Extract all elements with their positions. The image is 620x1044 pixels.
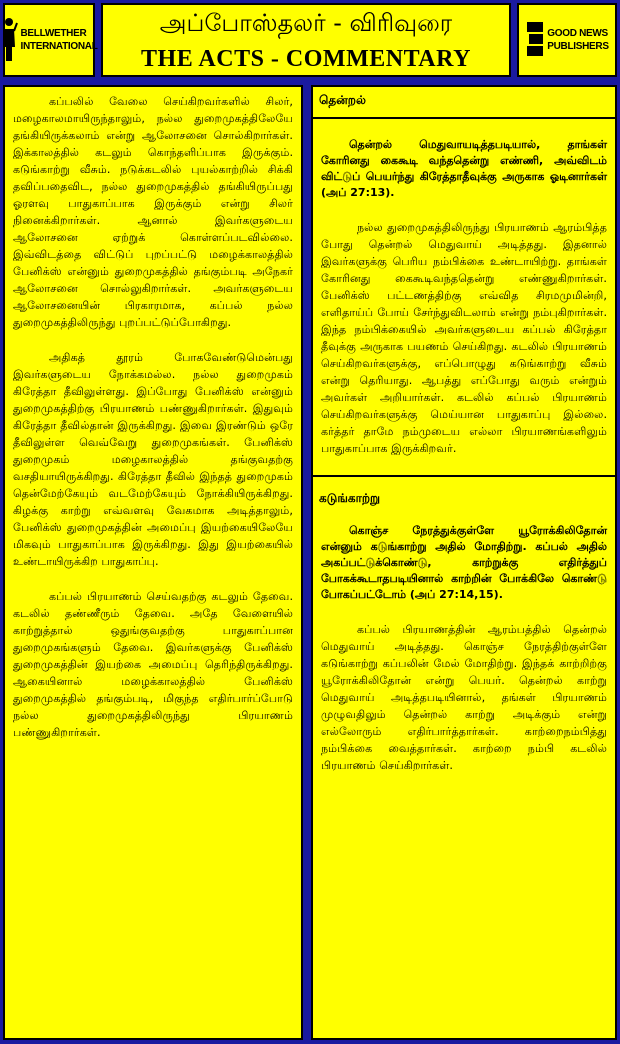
left-paragraph-1: கப்பலில் வேலை செய்கிறவர்களில் சிலர், மழைகாலமாயிருந்தாலும், நல்ல துறைமுகத்திலேயே தங்கியிருக்கலாம் என்று ஆலோசனை சொல்கிறார்கள். இக்காலத்தில் கடலும் கொந்தளிப்பாக இருக்கும். கடுங்காற்று வீசும். நடுக்கடலில் புயல்காற்றில் சிக்கி தவிப்பதைவிட, நல்ல துறைமுகத்தில் தங்கியிருப்பது ஓரளவு பாதுகாப்பாக இருக்கும் என்று சிலர் நினைக்கிறார்கள். ஆனால் இவர்களுடைய ஆலோசனை ஏற்றுக் கொள்ளப்படவில்லை. இவ்விடத்தை விட்டுப் புறப்பட்டு மழைக்காலத்தில் பேனிக்ஸ் என்னும் துறைமுகத்தில் தங்கும்படி அநேகர் ஆலோசனை சொல்லுகிறார்கள். அவர்களுடைய ஆலோசனையின் பிரகாரமாக, கப்பல் நல்ல துறைமுகத்திலிருந்து புறப்பட்டுப்போகிறது. <box>13 95 293 329</box>
left-column <box>3 85 303 1040</box>
scripture-quote-1: தென்றல் மெதுவாயடித்தபடியால், தாங்கள் கோரினது கைகூடி வந்ததென்று எண்ணி, அவ்விடம் விட்டுப் பெயர்ந்து கிரேத்தாதீவுக்கு அருகாக ஓடினார்கள் (அப் 27:13). <box>321 138 607 199</box>
section-heading-kadungaatru: கடுங்காற்று <box>319 491 381 505</box>
right-paragraph-2: கப்பல் பிரயாணத்தின் ஆரம்பத்தில் தென்றல் மெதுவாய் அடித்தது. கொஞ்ச நேரத்திற்குள்ளே கடுங்காற்று கப்பலின் மேல் மோதிற்று. இந்தக் காற்றிற்கு யூரோக்கிலிதோன் என்று பெயர். தென்றல் காற்று மெதுவாய் அடித்தபடியினால், தங்கள் பிரயாணம் முழுவதிலும் தென்றல் காற்று அடிக்கும் என்று எல்லோரும் எதிர்பார்த்தார்கள். காற்றைநம்பித்து நம்பிக்கை வைத்தார்கள். காற்றை நம்பி கடலில் பிரயாணம் செய்கிறார்கள். <box>321 623 607 772</box>
section-divider <box>313 475 615 477</box>
title-tamil: அப்போஸ்தலர் - விரிவுரை <box>159 9 453 37</box>
logo-right-line1: GOOD NEWS <box>547 28 608 39</box>
book-stack-icon <box>525 20 545 60</box>
logo-left-line2: INTERNATIONAL <box>20 41 98 52</box>
logo-right-line2: PUBLISHERS <box>547 41 609 52</box>
right-column <box>311 85 617 1040</box>
right-paragraph-1: நல்ல துறைமுகத்திலிருந்து பிரயாணம் ஆரம்பித்த போது தென்றல் மெதுவாய் அடித்தது. இதனால் இவர்களுக்கு பெரிய நம்பிக்கை உண்டாயிற்று. தாங்கள் கோரினது கைகூடிவந்ததென்று எண்ணுகிறார்கள். பேனிக்ஸ் பட்டணத்திற்கு எவ்வித சிரமமுமின்றி, எளிதாய்ப் போய் சேர்ந்துவிடலாம் என்று நம்புகிறார்கள். இந்த நம்பிக்கையில் அவர்களுடைய கப்பல் கிரேத்தா தீவுக்கு அருகாக பயணம் செய்கிறது. கடலில் பிரயாணம் செய்கிறவர்களுக்கு, எப்பொழுது கடுங்காற்று வீசும் என்று தெரியாது. ஆபத்து எப்போது வரும் என்றும் அவர்கள் அறியார்கள். கடலில் கப்பல் பிரயாணம் செய்கிறவர்களுக்கு மெய்யான பாதுகாப்பு இல்லை. கர்த்தர் தாமே நம்முடைய எல்லா பிரயாணங்களிலும் பாதுகாப்பாக இருக்கிறவர். <box>321 221 607 455</box>
left-paragraph-3: கப்பல் பிரயாணம் செய்வதற்கு கடலும் தேவை. கடலில் தண்ணீரும் தேவை. அதே வேளையில் காற்றுத்தால் ஒதுங்குவதற்கு பாதுகாப்பான துறைமுகங்களும் தேவை. இவர்களுக்கு பேனிக்ஸ் துறைமுகத்தின் இயற்கை அமைப்பு தெரிந்திருக்கிறது. ஆகையினால் மழைக்காலத்தில் பேனிக்ஸ் துறைமுகத்தில் தங்கும்படி, மிகுந்த எதிர்பார்ப்போடு நல்ல துறைமுகத்திலிருந்து பிரயாணம் பண்ணுகிறார்கள். <box>13 590 293 739</box>
scripture-quote-2: கொஞ்ச நேரத்துக்குள்ளே யூரோக்கிலிதோன் என்னும் கடுங்காற்று அதில் மோதிற்று. கப்பல் அதில் அகப்பட்டுக்கொண்டு, காற்றுக்கு எதிர்த்துப் போகக்கூடாதபடியினால் காற்றின் போக்கிலே கொண்டு போகப்பட்டோம் (அப் 27:14,15). <box>321 524 607 601</box>
title-box <box>101 3 511 77</box>
title-english: THE ACTS - COMMENTARY <box>141 46 471 72</box>
left-paragraph-2: அதிகத் தூரம் போகவேண்டுமென்பது இவர்களுடைய நோக்கமல்ல. நல்ல துறைமுகம் கிரேத்தா தீவிலுள்ளது. இப்போது பேனிக்ஸ் என்னும் துறைமுகத்திற்கு பிரயாணம் பண்ணுகிறார்கள். இதுவும் கிரேத்தா தீவில்தான் இருக்கிறது. இவை இரண்டும் ஒரே தீவிலுள்ள வெவ்வேறு துறைமுகங்கள். பேனிக்ஸ் துறைமுகம் மழைகாலத்தில் தங்குவதற்கு வசதியாயிருக்கிறது. கிரேத்தா தீவில் இந்தத் துறைமுகம் தென்மேற்கேயும் வடமேற்கேயும் நோக்கியிருக்கிறது. கிழக்கு காற்று எவ்வளவு வேகமாக அடித்தாலும், பேனிக்ஸ் துறைமுகத்தின் அமைப்பு இயற்கையிலேயே மிகவும் பாதுகாப்பாக இருக்கிறது. இது இயற்கையில் உண்டாயிருக்கிற பாதுகாப்பு. <box>13 351 293 568</box>
logo-left-line1: BELLWETHER <box>20 28 87 39</box>
bellwether-figure-icon <box>0 17 18 63</box>
good-news-logo-text <box>547 27 608 53</box>
section-divider <box>313 117 615 119</box>
good-news-logo <box>517 3 617 77</box>
bellwether-logo-text <box>20 27 97 53</box>
section-heading-thenral: தென்றல் <box>319 93 366 107</box>
bellwether-logo <box>3 3 98 77</box>
page-header <box>3 3 617 81</box>
